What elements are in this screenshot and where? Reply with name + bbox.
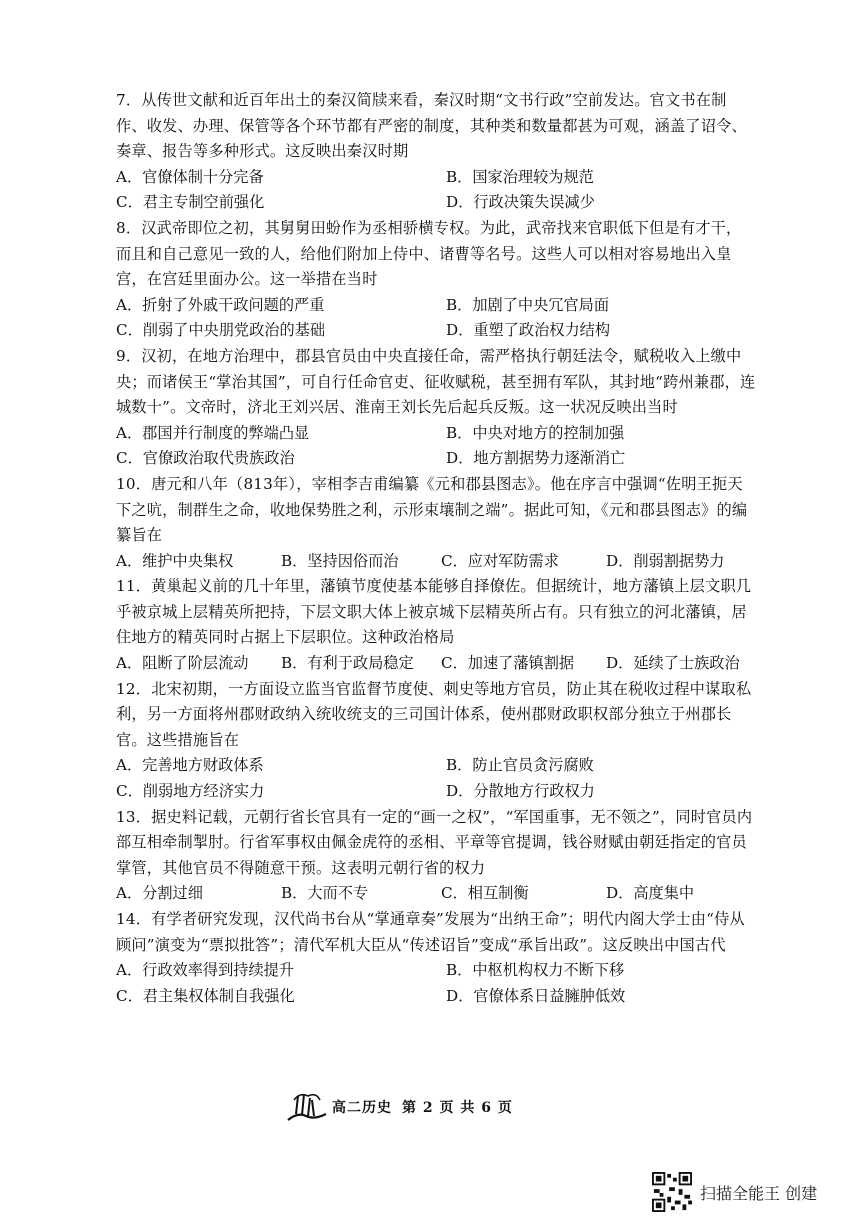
option-d: D．高度集中: [606, 884, 695, 903]
question-12: [116, 677, 756, 805]
option-c: C．削弱地方经济实力: [116, 782, 265, 801]
option-c: C．官僚政治取代贵族政治: [116, 449, 295, 468]
option-c: C．削弱了中央朋党政治的基础: [116, 321, 326, 340]
option-d: D．重塑了政治权力结构: [446, 321, 611, 340]
option-b: B．中枢机构权力不断下移: [446, 961, 625, 980]
option-b: B．加剧了中央冗官局面: [446, 295, 610, 314]
option-b: B．中央对地方的控制加强: [446, 423, 625, 442]
options: [116, 165, 756, 216]
option-d: D．削弱割据势力: [606, 551, 725, 570]
options: [116, 421, 756, 472]
question-stem: 10．唐元和八年（813年），宰相李吉甫编纂《元和郡县图志》。他在序言中强调“佐明王扼天下之吭，制群生之命，收地保势胜之利，示形束壤制之端”。据此可知，《元和郡县图志》的编纂旨在: [116, 474, 748, 545]
question-9: [116, 344, 756, 472]
option-a: A．维护中央集权: [116, 551, 234, 570]
option-b: B．有利于政局稳定: [281, 654, 414, 673]
page-footer: [286, 1090, 586, 1124]
options: [116, 958, 756, 1009]
footer-subject: 高二历史: [332, 1100, 392, 1116]
question-11: [116, 574, 756, 676]
option-d: D．延续了士族政治: [606, 654, 740, 673]
option-a: A．分割过细: [116, 884, 203, 903]
qr-code-icon: [652, 1172, 692, 1212]
option-a: A．官僚体制十分完备: [116, 167, 264, 186]
option-d: D．官僚体系日益臃肿低效: [446, 986, 626, 1005]
options: [116, 881, 756, 907]
option-a: A．完善地方财政体系: [116, 756, 264, 775]
options: [116, 549, 756, 575]
option-c: C．应对军防需求: [441, 551, 559, 570]
option-a: A．郡国并行制度的弊端凸显: [116, 423, 310, 442]
question-stem: 12．北宋初期，一方面设立监当官监督节度使、刺史等地方官员，防止其在税收过程中谋取私利，另一方面将州郡财政纳入统收统支的三司国计体系，使州郡财政职权部分独立于州郡长官。这些措施旨在: [116, 679, 752, 749]
option-b: B．坚持因俗而治: [281, 551, 399, 570]
option-d: D．地方割据势力逐渐消亡: [446, 449, 626, 468]
option-a: A．行政效率得到持续提升: [116, 961, 295, 980]
option-c: C．君主专制空前强化: [116, 193, 265, 212]
question-stem: 14．有学者研究发现，汉代尚书台从“掌通章奏”发展为“出纳王命”；明代内阁大学士由“侍从顾问”演变为“票拟批答”；清代军机大臣从“传述诏旨”变成“承旨出政”。这反映出中国古代: [116, 910, 745, 954]
question-stem: 11．黄巢起义前的几十年里，藩镇节度使基本能够自择僚佐。但据统计，地方藩镇上层文职几乎被京城上层精英所把持，下层文职大体上被京城下层精英所占有。只有独立的河北藩镇，居住地方的精英同时占据上下层职位。这种政治格局: [116, 577, 752, 647]
option-c: C．君主集权体制自我强化: [116, 986, 295, 1005]
option-d: D．行政决策失误减少: [446, 193, 595, 212]
question-stem: 7．从传世文献和近百年出土的秦汉简牍来看，秦汉时期“文书行政”空前发达。官文书在制作、收发、办理、保管等各个环节都有严密的制度，其种类和数量都甚为可观，涵盖了诏令、奏章、报告等多种形式。这反映出秦汉时期: [116, 91, 747, 161]
option-c: C．相互制衡: [441, 884, 529, 903]
options: [116, 753, 756, 804]
question-14: [116, 907, 756, 1009]
question-7: [116, 88, 756, 216]
question-stem: 9．汉初，在地方治理中，郡县官员由中央直接任命，需严格执行朝廷法令，赋税收入上缴中央；而诸侯王“掌治其国”，可自行任命官吏、征收赋税，甚至拥有军队，其封地“跨州兼郡，连城数十”。文帝时，济北王刘兴居、淮南王刘长先后起兵反叛。这一状况反映出当时: [116, 346, 756, 417]
question-10: [116, 472, 756, 574]
publisher-logo-icon: [286, 1090, 328, 1124]
scanner-watermark: 扫描全能王 创建: [700, 1184, 818, 1203]
option-a: A．阻断了阶层流动: [116, 654, 249, 673]
options: [116, 651, 756, 677]
question-stem: 13．据史料记载，元朝行省长官具有一定的“画一之权”，“军国重事，无不领之”，同时官员内部互相牵制掣肘。行省军事权由佩金虎符的丞相、平章等官提调，钱谷财赋由朝廷指定的官员掌管，其他官员不得随意干预。这表明元朝行省的权力: [116, 807, 753, 877]
question-13: [116, 805, 756, 907]
option-b: B．国家治理较为规范: [446, 167, 594, 186]
option-b: B．防止官员贪污腐败: [446, 756, 594, 775]
exam-page: [116, 88, 756, 1009]
option-d: D．分散地方行政权力: [446, 782, 595, 801]
option-a: A．折射了外戚干政问题的严重: [116, 295, 325, 314]
option-b: B．大而不专: [281, 884, 369, 903]
question-8: [116, 216, 756, 344]
options: [116, 293, 756, 344]
footer-page-number: 第 2 页 共 6 页: [402, 1100, 513, 1116]
option-c: C．加速了藩镇割据: [441, 654, 575, 673]
question-stem: 8．汉武帝即位之初，其舅舅田蚡作为丞相骄横专权。为此，武帝找来官职低下但是有才干，而且和自己意见一致的人，给他们附加上侍中、诸曹等名号。这些人可以相对容易地出入皇宫，在宫廷里面办公。这一举措在当时: [116, 218, 742, 289]
